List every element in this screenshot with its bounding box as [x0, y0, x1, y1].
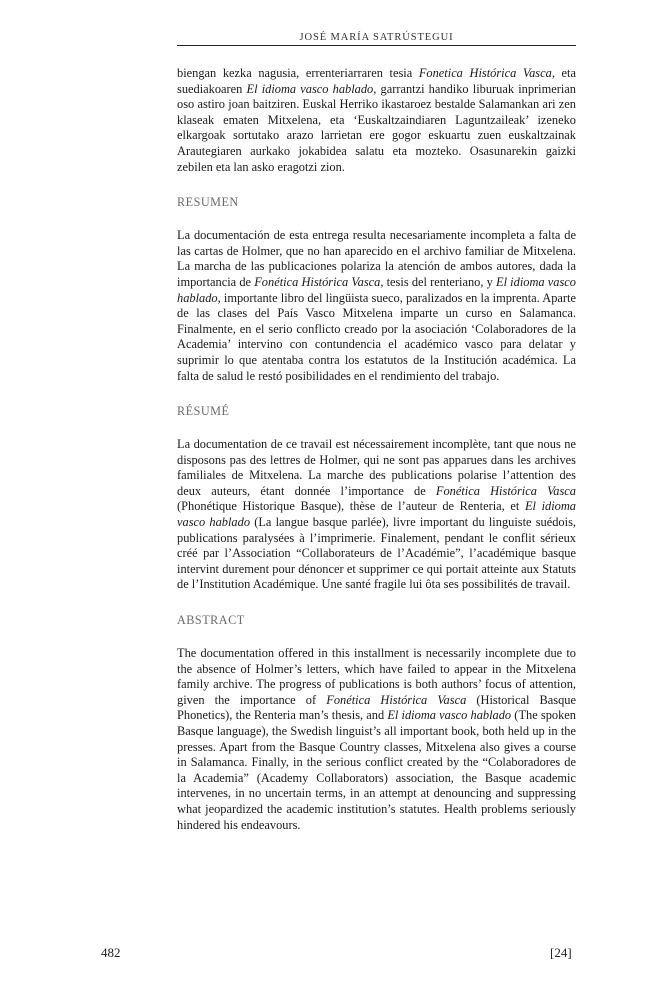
italic-title-text: El idioma vasco hablado [177, 499, 576, 530]
running-title: JOSÉ MARÍA SATRÚSTEGUI [299, 32, 454, 43]
page-number: 482 [101, 945, 121, 960]
italic-title-text: El idioma vasco hablado [387, 708, 512, 723]
italic-title-text: El idioma vasco hablado, [177, 274, 576, 305]
text-run: eta suediakoaren [177, 66, 576, 96]
page-content [177, 66, 576, 833]
italic-title-text: Fonética Histórica Vasca [435, 483, 576, 498]
resumen-paragraph [177, 228, 576, 384]
resume-heading: RÉSUMÉ [177, 404, 230, 419]
intro-paragraph [177, 66, 576, 175]
text-run: tesis del renteriano, y [383, 274, 496, 289]
text-run: The documentation offered in this installment is necessarily incomplete due to the absence of Holmer’s letters, which have failed to appear in the Mitxelena family archive. The progress of publications is both authors’ focus of attention, given the importance of [177, 646, 576, 707]
italic-title-text: Fonética Histórica Vasca [326, 692, 467, 707]
text-run: (The spoken Basque language), the Swedish linguist’s all important book, both held up in the presses. Apart from the Basque Country classes, Mitxelena also gives a course in Salamanca. Finally, in the serious conflict created by the “Colaboradores de la Academia” (Academy Collaborators) association, the Basque academic intervenes, in no uncertain terms, in an attempt at denouncing and suppressing what jeopardized the academic institution’s statutes. Health problems seriously hindered his endeavours. [177, 708, 576, 832]
page-reference: [24] [550, 945, 572, 960]
text-run: (Phonétique Historique Basque), thèse de l’auteur de Renteria, et [177, 499, 525, 514]
resume-paragraph [177, 437, 576, 593]
text-run: (Historical Basque Phonetics), the Renteria man’s thesis, and [177, 692, 576, 723]
text-run: (La langue basque parlée), livre important du linguiste suédois, publications paralysées à l’imprimerie. Finalement, pendant le conflit sérieux créé par l’Association “Collaborateurs de l’Académie”, l’académique basque intervint durement pour dénoncer et supprimer ce qui portait atteinte aux Statuts de l’Institution Académique. Une santé fragile lui ôta ses possibilités de travail. [177, 515, 576, 592]
text-run: importante libro del lingüista sueco, paralizados en la imprenta. Aparte de las clases del País Vasco Mitxelena imparte un curso en Salamanca. Finalmente, en el serio conflicto creado por la asociación ‘Colaboradores de la Academia’ intervino con contundencia el académico vasco para delatar y suprimir lo que atentaba contra los estatutos de la Institución académica. La falta de salud le restó posibilidades en el rendimiento del trabajo. [177, 290, 576, 383]
italic-title-text: Fonética Histórica Vasca, [254, 274, 384, 289]
italic-title-text: Fonetica Histórica Vasca, [418, 66, 555, 80]
resumen-heading: RESUMEN [177, 195, 239, 210]
text-run: garrantzi handiko liburuak inprimerian oso astiro joan baitziren. Euskal Herriko ikastaroez bestalde Salamankan ari zen klaseak ematen Mitxelena, eta ‘Euskaltzaindiaren Laguntzaileak’ izeneko elkargoak sortutako arazo larrietan ere gogor eskuartu zuen euskaltzainak Arautegiaren aurkako jokabidea salatu eta mozteko. Osasunarekin gaizki zebilen eta lan asko eragotzi zion. [177, 81, 576, 174]
text-run: biengan kezka nagusia, errenteriarraren tesia [177, 66, 419, 80]
running-header [177, 27, 576, 46]
italic-title-text: El idioma vasco hablado, [246, 81, 377, 96]
abstract-paragraph [177, 646, 576, 833]
abstract-heading: ABSTRACT [177, 613, 245, 628]
text-run: La documentation de ce travail est nécessairement incomplète, tant que nous ne disposons pas des lettres de Holmer, qui ne sont pas apparues dans les archives familiales de Mitxelena. La marche des publications polarise l’attention des deux auteurs, étant donnée l’importance de [177, 437, 576, 498]
text-run: La documentación de esta entrega resulta necesariamente incompleta a falta de las cartas de Holmer, que no han aparecido en el archivo familiar de Mitxelena. La marcha de las publicaciones polariza la atención de ambos autores, dada la importancia de [177, 228, 576, 289]
